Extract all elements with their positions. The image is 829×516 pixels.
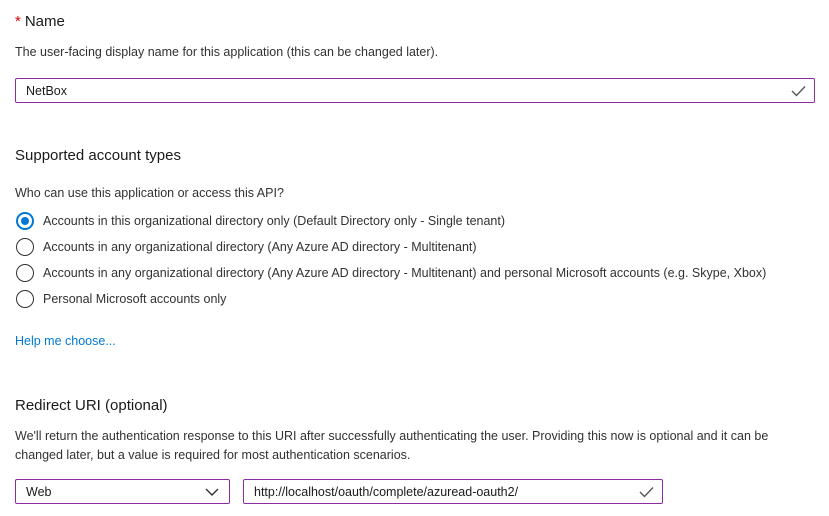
radio-option-label: Accounts in any organizational directory (Any Azure AD directory - Multitenant) and personal Microsoft accounts (e.g. Skype, Xbox) xyxy=(43,266,767,280)
platform-select[interactable] xyxy=(15,479,230,504)
radio-option-multitenant-personal[interactable] xyxy=(15,260,815,286)
radio-option-multitenant[interactable] xyxy=(15,234,815,260)
name-section-title-text: Name xyxy=(24,13,65,30)
name-section-title xyxy=(15,12,815,32)
name-description: The user-facing display name for this application (this can be changed later). xyxy=(15,45,439,59)
account-types-radio-group xyxy=(15,208,815,312)
radio-button[interactable] xyxy=(16,238,34,256)
help-me-choose-link[interactable]: Help me choose... xyxy=(15,334,116,348)
radio-option-label: Accounts in any organizational directory (Any Azure AD directory - Multitenant) xyxy=(43,240,477,254)
chevron-down-icon xyxy=(205,488,219,496)
platform-select-value: Web xyxy=(26,484,52,499)
radio-button[interactable] xyxy=(16,212,34,230)
redirect-uri-controls xyxy=(15,479,815,504)
redirect-uri-title: Redirect URI (optional) xyxy=(15,397,168,414)
name-input-wrapper xyxy=(15,78,815,103)
radio-option-single-tenant[interactable] xyxy=(15,208,815,234)
account-types-title: Supported account types xyxy=(15,147,181,164)
name-section xyxy=(15,12,815,103)
redirect-uri-input[interactable] xyxy=(244,480,662,503)
radio-option-label: Accounts in this organizational directory only (Default Directory only - Single tenant) xyxy=(43,214,506,228)
name-input[interactable] xyxy=(16,79,814,102)
redirect-uri-description: We'll return the authentication response to this URI after successfully authenticating the user. Providing this now is optional and it can be changed later, but a value is required for most authentication scenarios. xyxy=(15,429,769,462)
radio-option-label: Personal Microsoft accounts only xyxy=(43,292,227,306)
radio-button[interactable] xyxy=(16,290,34,308)
radio-option-personal-only[interactable] xyxy=(15,286,815,312)
required-asterisk: * xyxy=(15,13,21,30)
redirect-uri-input-wrapper xyxy=(243,479,663,504)
redirect-uri-section xyxy=(15,396,815,504)
radio-button[interactable] xyxy=(16,264,34,282)
account-types-section xyxy=(15,146,815,350)
account-types-question: Who can use this application or access this API? xyxy=(15,186,284,200)
